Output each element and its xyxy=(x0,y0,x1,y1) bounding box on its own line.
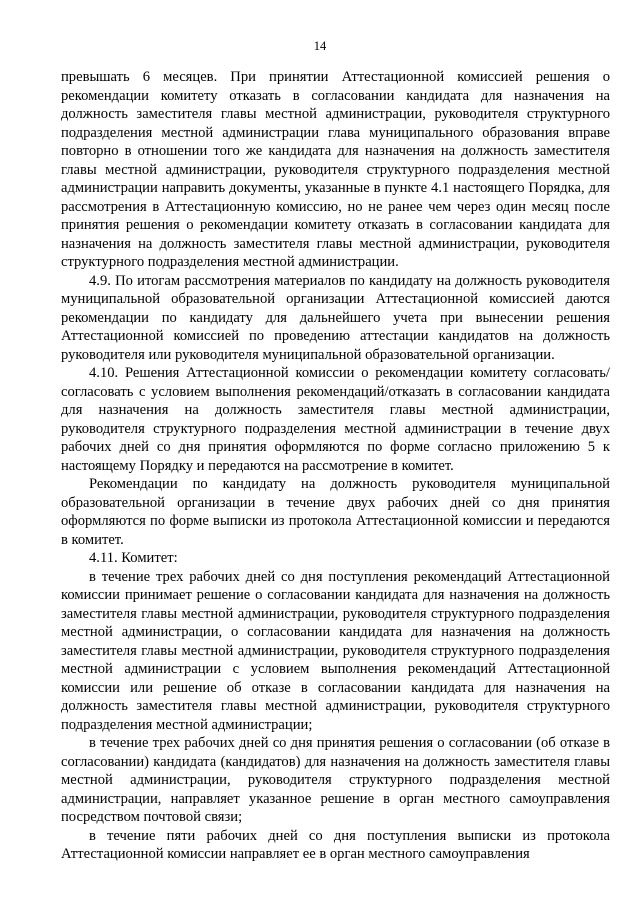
page-number: 14 xyxy=(313,39,327,53)
paragraph-4-10: 4.10. Решения Аттестационной комиссии о рекомендации комитету согласовать/согласовать с условием выполнения рекомендаций/отказать в согласовании кандидата для назначения на должность заместителя главы местной администрации, руководителя структурного подразделения местной администрации в течение двух рабочих дней со дня принятия оформляются по форме согласно приложению 5 к настоящему Порядку и передаются на рассмотрение в комитет. xyxy=(61,365,610,474)
paragraph-committee-notification: в течение трех рабочих дней со дня принятия решения о согласовании (об отказе в согласовании) кандидата (кандидатов) для назначения на должность заместителя главы местной администрации, руководителя структурного подразделения местной администрации, направляет указанное решение в орган местного самоуправления посредством почтовой связи; xyxy=(61,735,610,825)
paragraph-4-11-heading: 4.11. Комитет: xyxy=(89,550,178,566)
paragraph-committee-extract: в течение пяти рабочих дней со дня поступления выписки из протокола Аттестационной комиссии направляет ее в орган местного самоуправления xyxy=(61,827,610,862)
paragraph-recommendations: Рекомендации по кандидату на должность руководителя муниципальной образовательной организации в течение двух рабочих дней со дня принятия оформляются по форме выписки из протокола Аттестационной комиссии и передаются в комитет. xyxy=(61,476,610,548)
document-body xyxy=(61,68,610,864)
paragraph-committee-decision: в течение трех рабочих дней со дня поступления рекомендаций Аттестационной комиссии принимает решение о согласовании кандидата для назначения на должность заместителя главы местной администрации, руководителя структурного подразделения местной администрации, о согласовании кандидата для назначения на должность заместителя главы местной администрации, руководителя структурного подразделения местной администрации с условием выполнения рекомендаций Аттестационной комиссии или решение об отказе в согласовании кандидата для назначения на должность заместителя главы местной администрации, руководителя структурного подразделения местной администрации; xyxy=(61,568,610,733)
paragraph-4-9: 4.9. По итогам рассмотрения материалов по кандидату на должность руководителя муниципальной образовательной организации Аттестационной комиссией даются рекомендации по кандидату для дальнейшего учета при вынесении решения Аттестационной комиссией по проведению аттестации кандидатов на должность руководителя или руководителя муниципальной образовательной организации. xyxy=(61,272,610,363)
paragraph-continuation: превышать 6 месяцев. При принятии Аттестационной комиссией решения о рекомендации комитету отказать в согласовании кандидата для назначения на должность заместителя главы местной администрации, руководителя структурного подразделения местной администрации глава муниципального образования вправе повторно в отношении того же кандидата для назначения на должность заместителя главы местной администрации, руководителя структурного подразделения местной администрации направить документы, указанные в пункте 4.1 настоящего Порядка, для рассмотрения в Аттестационную комиссию, но не ранее чем через один месяц после принятия решения о рекомендации комитету отказать в согласовании кандидата для назначения на должность заместителя главы местной администрации, руководителя структурного подразделения местной администрации. xyxy=(61,69,610,270)
